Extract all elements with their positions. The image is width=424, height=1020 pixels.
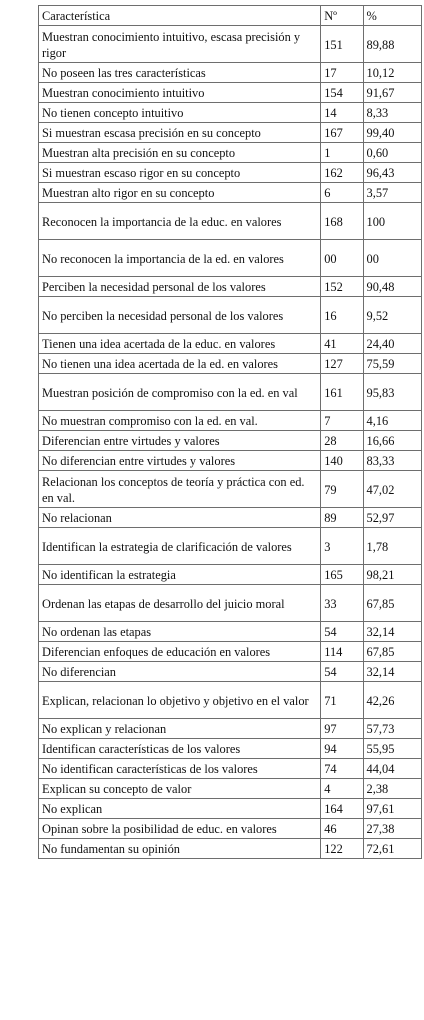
cell-caracteristica: No explican y relacionan — [39, 719, 321, 739]
table-row — [39, 819, 422, 839]
cell-numero: 74 — [321, 759, 363, 779]
table-header-row — [39, 6, 422, 26]
table-row — [39, 431, 422, 451]
cell-numero: 16 — [321, 297, 363, 334]
cell-numero: 161 — [321, 374, 363, 411]
table-row — [39, 163, 422, 183]
cell-porcentaje: 16,66 — [363, 431, 421, 451]
table-row — [39, 739, 422, 759]
cell-numero: 4 — [321, 779, 363, 799]
cell-caracteristica: No ordenan las etapas — [39, 622, 321, 642]
table-row — [39, 63, 422, 83]
cell-numero: 6 — [321, 183, 363, 203]
table-row — [39, 471, 422, 508]
cell-numero: 94 — [321, 739, 363, 759]
cell-numero: 54 — [321, 622, 363, 642]
table-row — [39, 26, 422, 63]
cell-porcentaje: 47,02 — [363, 471, 421, 508]
cell-caracteristica: Muestran posición de compromiso con la ed. en val — [39, 374, 321, 411]
cell-porcentaje: 1,78 — [363, 528, 421, 565]
cell-numero: 41 — [321, 334, 363, 354]
table-row — [39, 799, 422, 819]
cell-numero: 97 — [321, 719, 363, 739]
cell-caracteristica: Tienen una idea acertada de la educ. en valores — [39, 334, 321, 354]
cell-caracteristica: No explican — [39, 799, 321, 819]
cell-caracteristica: No diferencian entre virtudes y valores — [39, 451, 321, 471]
table-row — [39, 719, 422, 739]
cell-porcentaje: 00 — [363, 240, 421, 277]
cell-numero: 167 — [321, 123, 363, 143]
cell-caracteristica: Muestran conocimiento intuitivo — [39, 83, 321, 103]
cell-numero: 89 — [321, 508, 363, 528]
table-row — [39, 642, 422, 662]
table-row — [39, 203, 422, 240]
cell-porcentaje: 89,88 — [363, 26, 421, 63]
cell-porcentaje: 75,59 — [363, 354, 421, 374]
table-row — [39, 565, 422, 585]
cell-caracteristica: Perciben la necesidad personal de los valores — [39, 277, 321, 297]
header-porcentaje: % — [363, 6, 421, 26]
cell-numero: 14 — [321, 103, 363, 123]
cell-numero: 127 — [321, 354, 363, 374]
cell-caracteristica: Explican, relacionan lo objetivo y objetivo en el valor — [39, 682, 321, 719]
cell-numero: 1 — [321, 143, 363, 163]
table-row — [39, 682, 422, 719]
cell-numero: 54 — [321, 662, 363, 682]
cell-numero: 3 — [321, 528, 363, 565]
cell-porcentaje: 0,60 — [363, 143, 421, 163]
cell-caracteristica: Ordenan las etapas de desarrollo del juicio moral — [39, 585, 321, 622]
cell-porcentaje: 67,85 — [363, 585, 421, 622]
table-row — [39, 508, 422, 528]
table-row — [39, 334, 422, 354]
cell-porcentaje: 100 — [363, 203, 421, 240]
cell-porcentaje: 52,97 — [363, 508, 421, 528]
cell-porcentaje: 32,14 — [363, 622, 421, 642]
cell-caracteristica: Si muestran escaso rigor en su concepto — [39, 163, 321, 183]
cell-caracteristica: Opinan sobre la posibilidad de educ. en valores — [39, 819, 321, 839]
cell-caracteristica: Si muestran escasa precisión en su concepto — [39, 123, 321, 143]
cell-numero: 114 — [321, 642, 363, 662]
table-row — [39, 451, 422, 471]
cell-caracteristica: Identifican características de los valores — [39, 739, 321, 759]
cell-porcentaje: 2,38 — [363, 779, 421, 799]
cell-numero: 122 — [321, 839, 363, 859]
cell-numero: 7 — [321, 411, 363, 431]
cell-caracteristica: No tienen concepto intuitivo — [39, 103, 321, 123]
table-row — [39, 240, 422, 277]
cell-caracteristica: No poseen las tres características — [39, 63, 321, 83]
cell-caracteristica: Muestran conocimiento intuitivo, escasa precisión y rigor — [39, 26, 321, 63]
cell-caracteristica: No relacionan — [39, 508, 321, 528]
cell-porcentaje: 83,33 — [363, 451, 421, 471]
cell-porcentaje: 9,52 — [363, 297, 421, 334]
cell-caracteristica: No muestran compromiso con la ed. en val. — [39, 411, 321, 431]
cell-porcentaje: 95,83 — [363, 374, 421, 411]
cell-numero: 168 — [321, 203, 363, 240]
table-row — [39, 83, 422, 103]
cell-porcentaje: 57,73 — [363, 719, 421, 739]
table-row — [39, 585, 422, 622]
cell-porcentaje: 96,43 — [363, 163, 421, 183]
cell-numero: 46 — [321, 819, 363, 839]
table-row — [39, 103, 422, 123]
cell-porcentaje: 55,95 — [363, 739, 421, 759]
table-row — [39, 759, 422, 779]
cell-porcentaje: 42,26 — [363, 682, 421, 719]
cell-porcentaje: 32,14 — [363, 662, 421, 682]
cell-porcentaje: 8,33 — [363, 103, 421, 123]
cell-porcentaje: 99,40 — [363, 123, 421, 143]
cell-porcentaje: 44,04 — [363, 759, 421, 779]
table-body — [39, 26, 422, 859]
cell-porcentaje: 10,12 — [363, 63, 421, 83]
cell-porcentaje: 24,40 — [363, 334, 421, 354]
cell-porcentaje: 4,16 — [363, 411, 421, 431]
cell-numero: 00 — [321, 240, 363, 277]
cell-caracteristica: Explican su concepto de valor — [39, 779, 321, 799]
cell-caracteristica: Diferencian entre virtudes y valores — [39, 431, 321, 451]
table-row — [39, 183, 422, 203]
cell-numero: 164 — [321, 799, 363, 819]
table-row — [39, 528, 422, 565]
cell-numero: 154 — [321, 83, 363, 103]
cell-numero: 162 — [321, 163, 363, 183]
table-row — [39, 839, 422, 859]
cell-porcentaje: 3,57 — [363, 183, 421, 203]
cell-numero: 151 — [321, 26, 363, 63]
cell-caracteristica: No diferencian — [39, 662, 321, 682]
cell-porcentaje: 97,61 — [363, 799, 421, 819]
cell-caracteristica: Reconocen la importancia de la educ. en valores — [39, 203, 321, 240]
cell-numero: 71 — [321, 682, 363, 719]
table-row — [39, 622, 422, 642]
cell-caracteristica: No fundamentan su opinión — [39, 839, 321, 859]
table-row — [39, 123, 422, 143]
cell-numero: 79 — [321, 471, 363, 508]
cell-caracteristica: Muestran alto rigor en su concepto — [39, 183, 321, 203]
cell-caracteristica: No identifican la estrategia — [39, 565, 321, 585]
cell-porcentaje: 67,85 — [363, 642, 421, 662]
cell-caracteristica: Relacionan los conceptos de teoría y práctica con ed. en val. — [39, 471, 321, 508]
cell-caracteristica: No identifican características de los valores — [39, 759, 321, 779]
cell-porcentaje: 90,48 — [363, 277, 421, 297]
cell-porcentaje: 27,38 — [363, 819, 421, 839]
header-caracteristica: Característica — [39, 6, 321, 26]
table-row — [39, 662, 422, 682]
cell-numero: 28 — [321, 431, 363, 451]
cell-numero: 140 — [321, 451, 363, 471]
table-row — [39, 779, 422, 799]
cell-porcentaje: 72,61 — [363, 839, 421, 859]
table-row — [39, 411, 422, 431]
cell-caracteristica: No reconocen la importancia de la ed. en valores — [39, 240, 321, 277]
cell-porcentaje: 98,21 — [363, 565, 421, 585]
table-row — [39, 277, 422, 297]
cell-caracteristica: Identifican la estrategia de clarificación de valores — [39, 528, 321, 565]
cell-caracteristica: Diferencian enfoques de educación en valores — [39, 642, 321, 662]
cell-caracteristica: Muestran alta precisión en su concepto — [39, 143, 321, 163]
cell-numero: 165 — [321, 565, 363, 585]
header-numero: Nº — [321, 6, 363, 26]
cell-numero: 152 — [321, 277, 363, 297]
cell-numero: 17 — [321, 63, 363, 83]
cell-porcentaje: 91,67 — [363, 83, 421, 103]
characteristics-table — [38, 5, 422, 859]
table-row — [39, 354, 422, 374]
table-row — [39, 143, 422, 163]
cell-caracteristica: No tienen una idea acertada de la ed. en valores — [39, 354, 321, 374]
table-row — [39, 374, 422, 411]
cell-numero: 33 — [321, 585, 363, 622]
table-row — [39, 297, 422, 334]
cell-caracteristica: No perciben la necesidad personal de los valores — [39, 297, 321, 334]
